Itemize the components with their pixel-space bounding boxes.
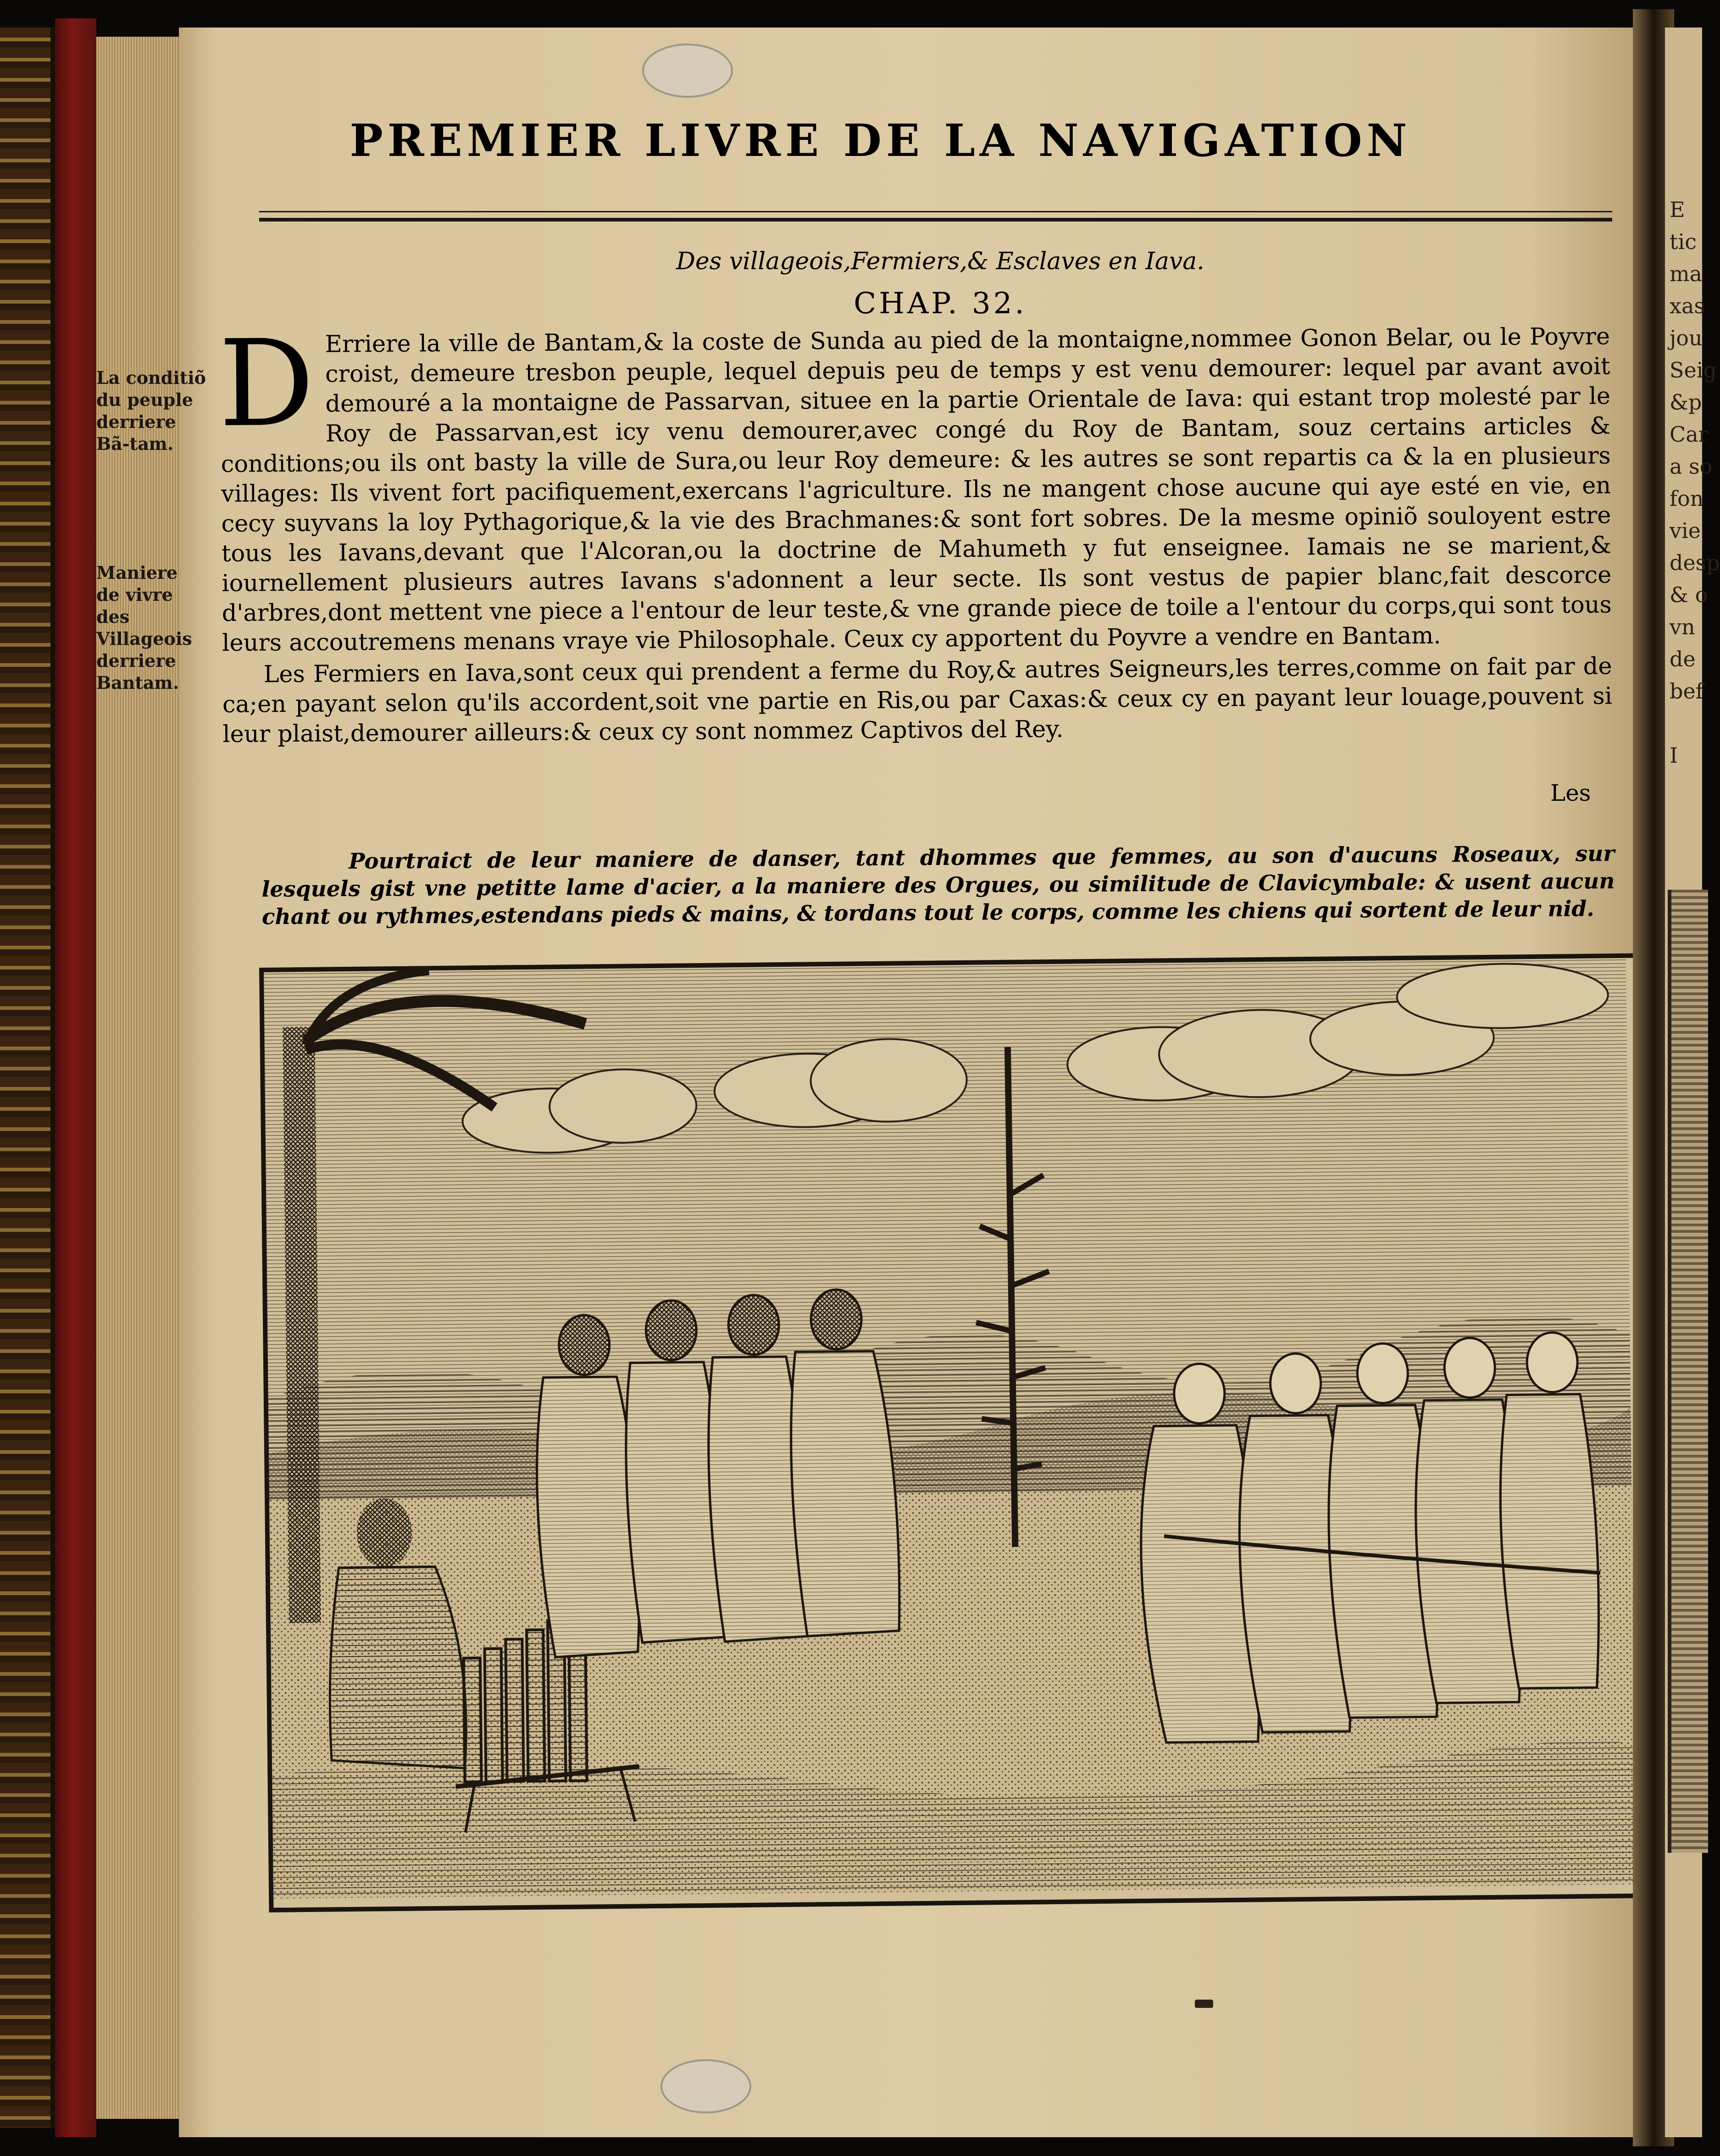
- facing-page-fragment: [1665, 28, 1720, 2137]
- facing-plate-edge: [1668, 890, 1708, 1853]
- plate-caption: Pourtraict de leur maniere de danser, tant dhommes que femmes, au son d'aucuns Roseaux, sur lesquels gist vne petitte lame d'acier, a la maniere des Orgues, ou similitude de Clavicymbale: & usent aucun chant ou rythmes,estendans pieds & mains, & tordans tout le corps, comme les chiens qui sortent de leur nid.: [261, 841, 1615, 930]
- paragraph: Les Fermiers en Iava,sont ceux qui prendent a ferme du Roy,& autres Seigneurs,les terres,comme on fait par de ca;en payant selon qu'ils accordent,soit vne partie en Ris,ou par Caxas:& ceux cy en payant leur louage,pouvent si leur plaist,demourer ailleurs:& ceux cy sont nommez Captivos del Rey.: [222, 653, 1613, 748]
- fragment-text: de: [1670, 647, 1696, 671]
- fragment-text: vie: [1670, 518, 1701, 543]
- fragment-text: a so: [1670, 454, 1713, 479]
- fragment-text: I: [1670, 743, 1678, 768]
- fragment-text: vn: [1670, 615, 1695, 639]
- fragment-text: desp: [1670, 550, 1720, 575]
- engraving-plate: [259, 953, 1649, 1912]
- dance-engraving: [264, 958, 1636, 1899]
- paragraph: Erriere la ville de Bantam,& la coste de Sunda au pied de la montaigne,nommee Gonon Belar, ou le Poyvre croist, demeure tresbon peuple, lequel depuis peu de temps y est venu demourer: lequel par avant avoit demouré a la montaigne de Passarvan, situee en la partie Orientale de Iava: qui estant trop molesté par le Roy de Passarvan,est icy venu demourer,avec congé du Roy de Bantam, souz certains articles & conditions;ou ils ont basty la ville de Sura,ou leur Roy demeure: & les autres se sont repartis ca & la en plusieurs villages: Ils vivent fort pacifiquement,exercans l'agriculture. Ils ne mangent chose aucune qui aye esté en vie, en cecy suyvans la loy Pythagorique,& la vie des Brachmanes:& sont fort sobres. De la mesme opiniõ souloyent estre tous les Iavans,devant que l'Alcoran,ou la doctrine de Mahumeth y fut enseignee. Iamais ne se marient,& iournellement plusieurs autres Iavans s'adonnent a leur secte. Ils sont vestus de papier blanc,fait descorce d'arbres,dont mettent vne piece a l'entour de leur teste,& vne grande piece de toile a l'entour du corps,qui sont tous leurs accoutremens menans vraye vie Philosophale. Ceux cy apportent du Poyvre a vendre en Bantam.: [221, 323, 1612, 657]
- chapter-heading: CHAP. 32.: [854, 287, 1027, 321]
- fragment-text: Car: [1670, 422, 1709, 447]
- fragment-text: Seig: [1670, 358, 1717, 382]
- fragment-text: tic: [1670, 229, 1697, 254]
- fragment-text: xas: [1670, 294, 1705, 318]
- right-dancers: [1139, 1332, 1602, 1742]
- fragment-text: &p: [1670, 390, 1702, 415]
- catchword: Les: [1550, 780, 1591, 806]
- page-clip-top: [642, 44, 733, 98]
- ink-mark: [1195, 2000, 1213, 2008]
- book-cover-edge: [0, 28, 55, 2128]
- body-text: [218, 314, 1613, 749]
- page-stack-edges: [96, 37, 179, 2119]
- running-head: PREMIER LIVRE DE LA NAVIGATION: [350, 115, 1412, 166]
- margin-note: Maniere de vivre des Villageois derriere Bantam.: [96, 562, 192, 693]
- margin-note: La conditiõ du peuple derriere Bã-tam.: [96, 367, 206, 454]
- fragment-text: & o: [1670, 582, 1708, 607]
- fragment-text: ma: [1670, 261, 1703, 286]
- fragment-text: E: [1670, 197, 1685, 222]
- drop-cap: D: [218, 314, 315, 454]
- red-binding-edge: [55, 18, 96, 2137]
- fragment-text: fon: [1670, 486, 1704, 511]
- page-clip-bottom: [660, 2059, 751, 2113]
- header-rule: [259, 211, 1612, 222]
- fragment-text: bef: [1670, 679, 1703, 704]
- fragment-text: jou: [1670, 326, 1703, 350]
- chapter-subtitle: Des villageois,Fermiers,& Esclaves en Iava.: [676, 248, 1204, 275]
